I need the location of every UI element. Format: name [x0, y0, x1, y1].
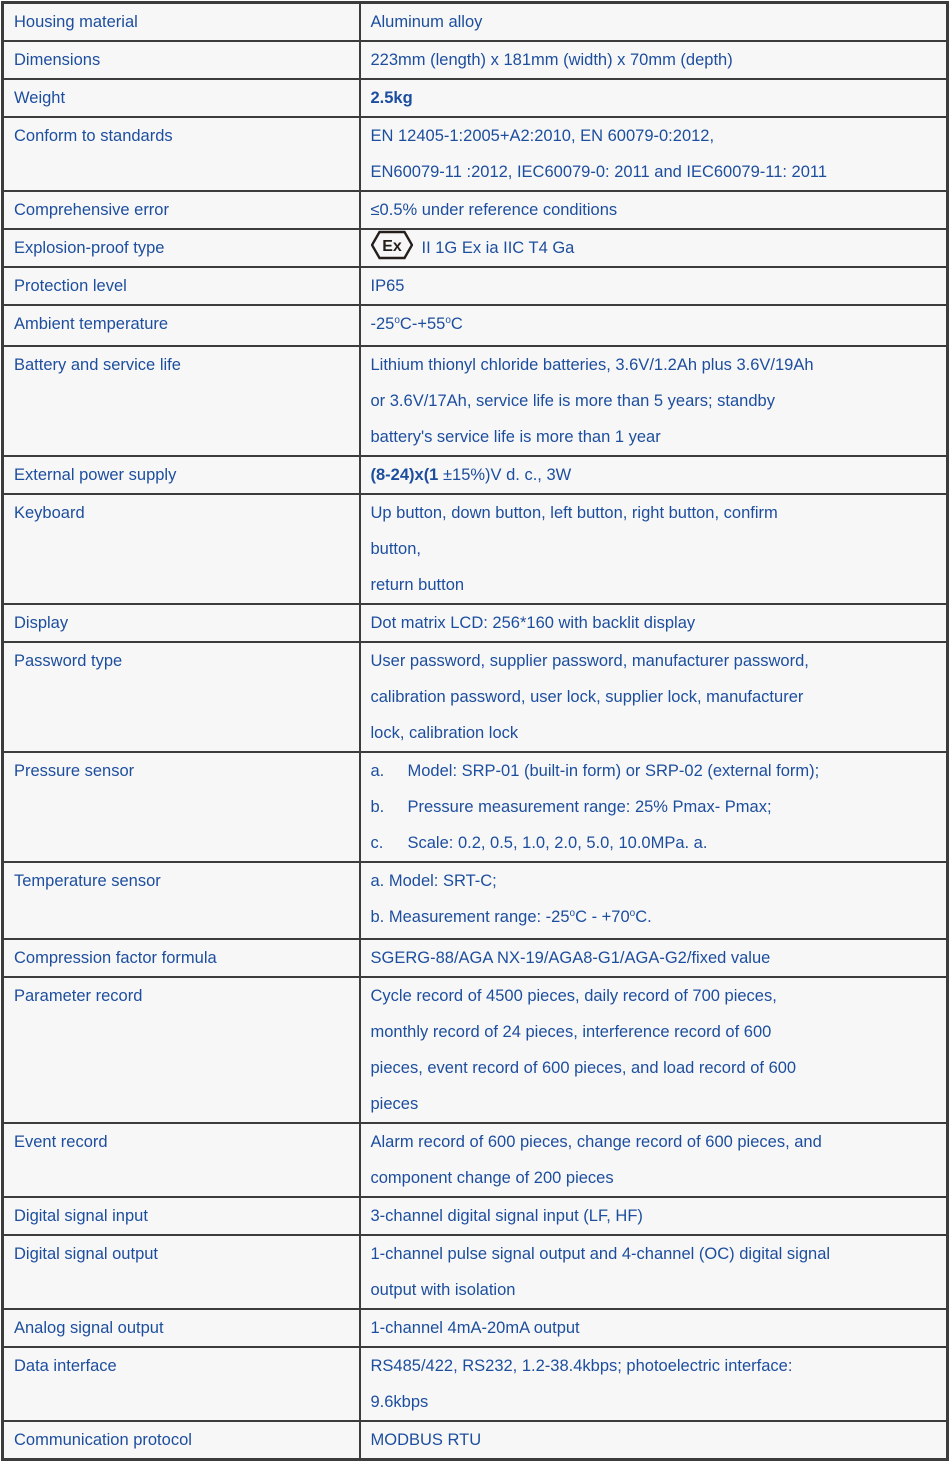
spec-label-cell [3, 939, 360, 977]
spec-value-text: or 3.6V/17Ah, service life is more than 5 years; standby [370, 392, 775, 410]
spec-row [3, 346, 948, 456]
spec-value-text: o [569, 908, 576, 919]
spec-value-text: monthly record of 24 pieces, interference record of 600 [370, 1023, 772, 1041]
spec-value-line [371, 1236, 937, 1272]
spec-value-text: ≤0.5% under reference conditions [370, 201, 618, 219]
spec-value-text: 223mm (length) x 181mm (width) x 70mm (depth) [370, 51, 733, 69]
spec-row [3, 752, 948, 862]
spec-table [1, 1, 949, 1461]
spec-value-text: (8-24)x(1 [370, 466, 439, 484]
spec-row [3, 1235, 948, 1309]
spec-label-cell [3, 1123, 360, 1197]
spec-value-text: RS485/422, RS232, 1.2-38.4kbps; photoelectric interface: [370, 1357, 793, 1375]
spec-value-line [371, 567, 937, 603]
spec-value-text: 2.5kg [370, 89, 413, 107]
spec-value-text: C [450, 315, 463, 333]
spec-value-line [371, 531, 937, 567]
spec-value-text: 1-channel 4mA-20mA output [370, 1319, 580, 1337]
list-marker: c. [370, 834, 384, 852]
spec-row [3, 3, 948, 42]
spec-value-line [371, 230, 937, 266]
spec-row [3, 1197, 948, 1235]
spec-row [3, 267, 948, 305]
spec-value-line [371, 1086, 937, 1122]
spec-label: Data interface [14, 1357, 117, 1375]
spec-label-cell [3, 456, 360, 494]
spec-value-cell [360, 41, 948, 79]
spec-row [3, 977, 948, 1123]
spec-label: Parameter record [14, 987, 143, 1005]
spec-value-text: return button [370, 576, 465, 594]
spec-label-cell [3, 229, 360, 267]
spec-value-line [371, 715, 937, 751]
spec-row [3, 1347, 948, 1421]
spec-value-text: SGERG-88/AGA NX-19/AGA8-G1/AGA-G2/fixed value [370, 949, 771, 967]
spec-value-cell [360, 79, 948, 117]
spec-value-text: component change of 200 pieces [370, 1169, 614, 1187]
spec-value-text: a. Model: SRT-C; [370, 872, 497, 890]
spec-label-cell [3, 752, 360, 862]
spec-value-text: C-+55 [399, 315, 446, 333]
spec-label: Dimensions [14, 51, 101, 69]
spec-value-text: Aluminum alloy [370, 13, 483, 31]
spec-value-text: Pressure measurement range: 25% Pmax- Pmax; [407, 798, 772, 816]
spec-value-line [371, 419, 937, 455]
spec-value-line [371, 1198, 937, 1234]
spec-label-cell [3, 117, 360, 191]
spec-label-cell [3, 642, 360, 752]
spec-row [3, 229, 948, 267]
spec-label-cell [3, 1347, 360, 1421]
spec-value-line [371, 753, 937, 789]
spec-value-text: b. Measurement range: -25 [370, 908, 570, 926]
spec-value-text: C - +70 [575, 908, 630, 926]
spec-label-cell [3, 1309, 360, 1347]
spec-label: Ambient temperature [14, 315, 169, 333]
spec-value-line [371, 1050, 937, 1086]
spec-label-cell [3, 346, 360, 456]
spec-value-text: EN60079-11 :2012, IEC60079-0: 2011 and IEC60079-11: 2011 [370, 163, 828, 181]
spec-label: Keyboard [14, 504, 85, 522]
spec-value-line [371, 4, 937, 40]
spec-value-cell [360, 604, 948, 642]
spec-value-cell [360, 494, 948, 604]
spec-value-line [371, 863, 937, 899]
spec-value-cell [360, 3, 948, 42]
spec-value-text: o [629, 908, 636, 919]
list-marker: b. [370, 798, 385, 816]
spec-value-line [371, 42, 937, 78]
spec-row [3, 79, 948, 117]
spec-label: Explosion-proof type [14, 239, 165, 257]
spec-value-cell [360, 1123, 948, 1197]
spec-label-cell [3, 977, 360, 1123]
spec-value-text: output with isolation [370, 1281, 516, 1299]
spec-label: Digital signal input [14, 1207, 148, 1225]
spec-value-line [371, 643, 937, 679]
spec-value-text: 1-channel pulse signal output and 4-channel (OC) digital signal [370, 1245, 831, 1263]
spec-label: Temperature sensor [14, 872, 161, 890]
spec-value-line [371, 268, 937, 304]
spec-label-cell [3, 267, 360, 305]
spec-row [3, 494, 948, 604]
spec-value-line [371, 1014, 937, 1050]
spec-row [3, 604, 948, 642]
spec-value-cell [360, 346, 948, 456]
spec-value-text: calibration password, user lock, supplier lock, manufacturer [370, 688, 804, 706]
spec-value-text: battery's service life is more than 1 year [370, 428, 661, 446]
spec-value-cell [360, 977, 948, 1123]
spec-label: Comprehensive error [14, 201, 169, 219]
spec-label: Weight [14, 89, 66, 107]
spec-value-cell [360, 305, 948, 346]
spec-value-line [371, 1348, 937, 1384]
spec-value-cell [360, 1197, 948, 1235]
spec-value-line [371, 347, 937, 383]
spec-value-text: Model: SRP-01 (built-in form) or SRP-02 (external form); [407, 762, 820, 780]
spec-label-cell [3, 3, 360, 42]
spec-value-text: Lithium thionyl chloride batteries, 3.6V/1.2Ah plus 3.6V/19Ah [370, 356, 814, 374]
spec-label-cell [3, 494, 360, 604]
spec-value-cell [360, 456, 948, 494]
spec-value-line [371, 1310, 937, 1346]
spec-label-cell [3, 1235, 360, 1309]
spec-label-cell [3, 1421, 360, 1460]
spec-value-line [371, 154, 937, 190]
spec-value-text: EN 12405-1:2005+A2:2010, EN 60079-0:2012, [370, 127, 715, 145]
spec-label: Protection level [14, 277, 127, 295]
spec-row [3, 1421, 948, 1460]
spec-label-cell [3, 862, 360, 939]
spec-row [3, 191, 948, 229]
spec-value-text: 3-channel digital signal input (LF, HF) [370, 1207, 643, 1225]
spec-value-text: pieces [370, 1095, 419, 1113]
spec-value-cell [360, 1347, 948, 1421]
spec-value-line [371, 899, 937, 938]
spec-value-text: button, [370, 540, 421, 558]
spec-label-cell [3, 79, 360, 117]
spec-value-line [371, 1124, 937, 1160]
ex-hexagon-icon [371, 230, 413, 260]
spec-value-text: Cycle record of 4500 pieces, daily record of 700 pieces, [370, 987, 777, 1005]
spec-label-cell [3, 1197, 360, 1235]
spec-label: Display [14, 614, 69, 632]
spec-row [3, 1309, 948, 1347]
spec-value-text: User password, supplier password, manufacturer password, [370, 652, 809, 670]
spec-label: Housing material [14, 13, 138, 31]
spec-row [3, 939, 948, 977]
spec-label: Event record [14, 1133, 108, 1151]
spec-label: Pressure sensor [14, 762, 135, 780]
spec-value-cell [360, 752, 948, 862]
spec-value-line [371, 1272, 937, 1308]
spec-value-text: Scale: 0.2, 0.5, 1.0, 2.0, 5.0, 10.0MPa. a. [407, 834, 708, 852]
spec-value-text: C. [635, 908, 652, 926]
spec-label-cell [3, 305, 360, 346]
spec-row [3, 1123, 948, 1197]
spec-value-cell [360, 642, 948, 752]
spec-label: Battery and service life [14, 356, 181, 374]
spec-value-line [371, 978, 937, 1014]
spec-value-line [371, 825, 937, 861]
spec-label: Communication protocol [14, 1431, 192, 1449]
spec-value-cell [360, 939, 948, 977]
spec-value-text: o [394, 315, 400, 326]
spec-label-cell [3, 41, 360, 79]
spec-row [3, 862, 948, 939]
spec-value-text: -25 [370, 315, 395, 333]
spec-value-line [371, 789, 937, 825]
spec-label-cell [3, 191, 360, 229]
spec-value-cell [360, 1235, 948, 1309]
spec-value-text: ±15%)V d. c., 3W [438, 466, 572, 484]
spec-label: Conform to standards [14, 127, 173, 145]
spec-value-line [371, 940, 937, 976]
spec-value-text: 9.6kbps [370, 1393, 429, 1411]
spec-value-line [371, 383, 937, 419]
spec-label: External power supply [14, 466, 177, 484]
spec-value-text: MODBUS RTU [370, 1431, 482, 1449]
spec-value-line [371, 495, 937, 531]
spec-label: Digital signal output [14, 1245, 159, 1263]
spec-row [3, 305, 948, 346]
spec-row [3, 41, 948, 79]
spec-value-line [371, 118, 937, 154]
spec-value-line [371, 1384, 937, 1420]
spec-value-text: lock, calibration lock [370, 724, 519, 742]
list-marker: a. [370, 762, 385, 780]
spec-label: Compression factor formula [14, 949, 217, 967]
spec-value-line [371, 1422, 937, 1458]
spec-value-text: Up button, down button, left button, right button, confirm [370, 504, 778, 522]
spec-value-line [371, 306, 937, 345]
spec-value-cell [360, 267, 948, 305]
spec-value-line [371, 457, 937, 493]
spec-row [3, 456, 948, 494]
spec-value-text: Dot matrix LCD: 256*160 with backlit display [370, 614, 696, 632]
spec-value-text: pieces, event record of 600 pieces, and load record of 600 [370, 1059, 797, 1077]
spec-value-cell [360, 117, 948, 191]
spec-value-text: IP65 [370, 277, 405, 295]
spec-value-line [371, 679, 937, 715]
spec-value-cell [360, 191, 948, 229]
spec-label: Password type [14, 652, 123, 670]
spec-value-cell [360, 1309, 948, 1347]
spec-row [3, 642, 948, 752]
spec-value-text: o [445, 315, 451, 326]
spec-label: Analog signal output [14, 1319, 164, 1337]
spec-value-cell [360, 229, 948, 267]
spec-value-text: II 1G Ex ia IIC T4 Ga [421, 239, 575, 257]
spec-label-cell [3, 604, 360, 642]
spec-value-cell [360, 862, 948, 939]
spec-value-cell [360, 1421, 948, 1460]
spec-value-line [371, 605, 937, 641]
spec-value-line [371, 80, 937, 116]
spec-value-line [371, 1160, 937, 1196]
ex-icon-label: Ex [381, 238, 402, 255]
spec-value-text: Alarm record of 600 pieces, change record of 600 pieces, and [370, 1133, 822, 1151]
spec-row [3, 117, 948, 191]
spec-value-line [371, 192, 937, 228]
